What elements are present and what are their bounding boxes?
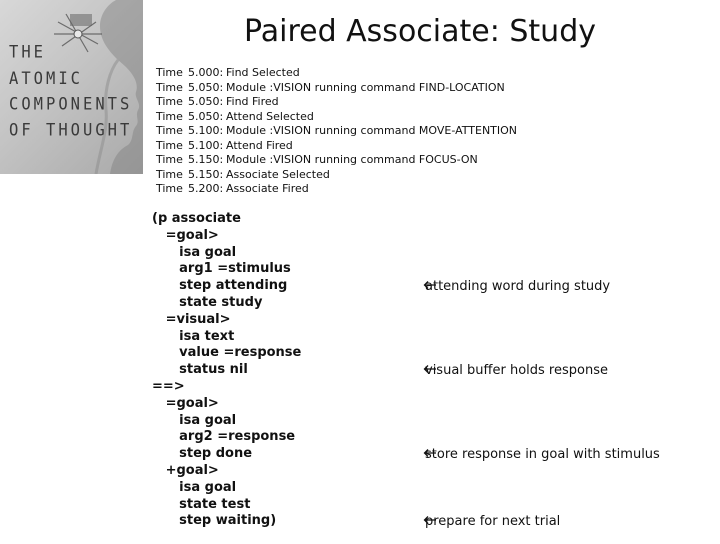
code-line: status nil [152,362,248,378]
trace-label: Time [156,109,183,123]
code-line: =visual> [152,311,231,327]
trace-row [156,66,517,81]
book-cover-logo [0,0,143,174]
trace-label: Time [156,80,183,94]
trace-row [156,95,517,110]
trace-event: Find Fired [226,95,279,108]
annotation-store [406,432,660,477]
trace-row [156,182,517,197]
trace-row [156,168,517,183]
trace-time: 5.200: [188,182,224,195]
logo-text [9,40,132,143]
code-line: arg2 =response [152,429,296,445]
logo-line: THE [9,42,46,62]
trace-label: Time [156,138,183,152]
trace-row [156,110,517,125]
code-line: (p associate [152,211,241,226]
trace-time: 5.150: [188,167,224,181]
logo-line: OF THOUGHT [9,119,133,140]
slide-title: Paired Associate: Study [243,14,596,49]
code-line: +goal> [152,462,219,478]
trace-log [156,66,517,197]
annotation-text: visual buffer holds response [425,363,608,378]
trace-time: 5.150: [188,153,224,166]
left-arrow-icon [406,348,420,393]
code-line: state test [152,496,251,512]
trace-event: Module :VISION running command FOCUS-ON [226,153,478,166]
trace-row [156,124,517,139]
trace-label: Time [156,153,183,166]
annotation-attending [406,264,610,309]
trace-time: 5.100: [188,124,224,137]
logo-line: ATOMIC [9,68,83,88]
trace-time: 5.050: [188,95,224,108]
trace-label: Time [156,95,183,108]
production-code [152,211,301,530]
trace-label: Time [156,167,183,181]
code-line: isa text [152,328,235,344]
code-line: =goal> [152,395,219,411]
trace-time: 5.000: [188,66,224,79]
trace-event: Associate Selected [226,167,330,181]
code-line: ==> [152,378,185,394]
logo-line: COMPONENTS [9,93,133,114]
left-arrow-icon [406,499,420,544]
left-arrow-icon [406,432,420,477]
trace-event: Attend Selected [226,109,314,123]
trace-label: Time [156,66,183,79]
trace-event: Module :VISION running command FIND-LOCATION [226,80,505,94]
code-line: isa goal [152,412,237,428]
code-line: step done [152,446,253,462]
trace-event: Module :VISION running command MOVE-ATTENTION [226,124,518,137]
trace-row [156,153,517,168]
code-line: isa goal [152,244,237,260]
code-line: state study [152,294,263,310]
trace-time: 5.100: [188,138,224,152]
code-line: step waiting) [152,513,277,529]
trace-time: 5.050: [188,80,224,94]
code-line: arg1 =stimulus [152,261,291,277]
code-line: step attending [152,278,288,294]
code-line: isa goal [152,479,237,495]
annotation-visual [406,348,608,393]
trace-event: Associate Fired [226,182,309,195]
trace-row [156,81,517,96]
trace-label: Time [156,124,183,137]
trace-label: Time [156,182,183,195]
annotation-text: attending word during study [425,279,611,294]
trace-row [156,139,517,154]
annotation-text: store response in goal with stimulus [425,447,660,462]
left-arrow-icon [406,264,420,309]
trace-event: Attend Fired [226,138,293,152]
code-line: =goal> [152,227,219,243]
annotation-prepare [406,499,560,544]
code-line: value =response [152,345,302,361]
annotation-text: prepare for next trial [425,514,561,529]
trace-time: 5.050: [188,109,224,123]
trace-event: Find Selected [226,66,300,79]
